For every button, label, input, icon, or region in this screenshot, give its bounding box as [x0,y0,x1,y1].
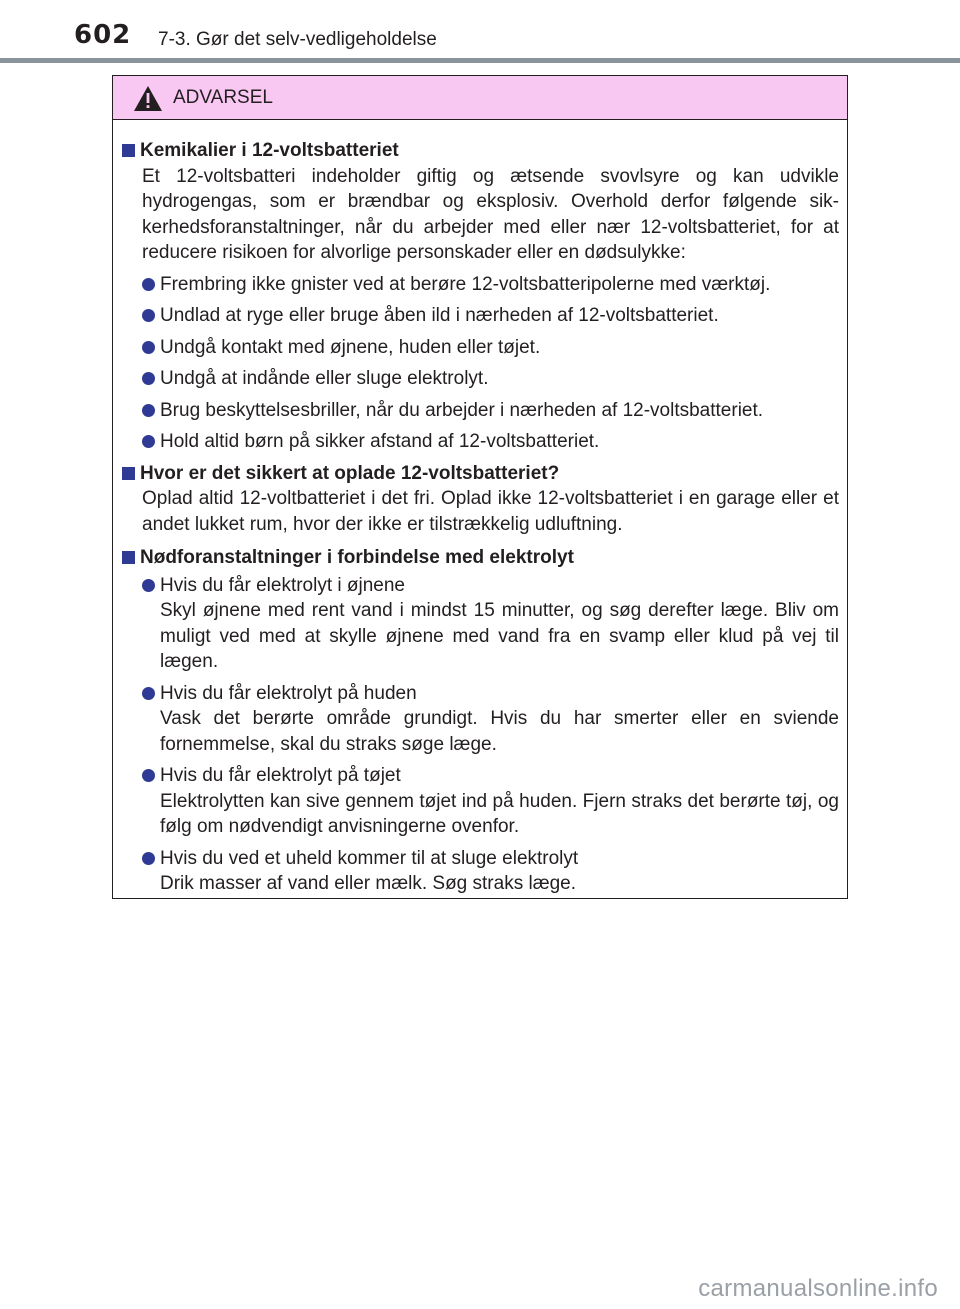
warning-section [122,138,839,455]
list-item-title: Hvis du ved et uheld kommer til at sluge elektrolyt [160,847,579,869]
section-heading-text: Hvor er det sikkert at oplade 12-voltsbatteriet? [140,462,560,484]
round-bullet-icon [142,435,155,448]
list-item-text: Undgå at indånde eller sluge elektrolyt. [160,368,489,389]
round-bullet-icon [142,278,155,291]
warning-label: ADVARSEL [173,87,273,108]
warning-section [122,461,839,538]
list-item-text: Vask det berørte område grundigt. Hvis du har smerter eller en sviende fornemmelse, skal du straks søge læge. [160,708,839,755]
square-bullet-icon [122,467,135,480]
page-number: 602 [74,20,132,50]
round-bullet-icon [142,852,155,865]
list-item-text: Brug beskyttelsesbriller, når du arbejder i nærheden af 12-voltsbatteriet. [160,399,764,421]
list-item-text: Elektrolytten kan sive gennem tøjet ind på huden. Fjern straks det berørte tøj, og følg om nødvendigt anvisningerne ovenfor. [160,790,839,837]
warning-body [113,120,847,897]
list-item [142,846,839,897]
square-bullet-icon [122,551,135,564]
section-heading [122,461,839,487]
round-bullet-icon [142,372,155,385]
list-item-text: Drik masser af vand eller mælk. Søg straks læge. [160,873,577,894]
section-heading [122,138,839,164]
section-paragraph: Oplad altid 12-voltbatteriet i det fri. Oplad ikke 12-voltsbatteriet i en garage eller et andet lukket rum, hvor der ikke er tilstrækkelig udluftning. [142,488,839,535]
list-item [142,429,839,455]
bullet-list [122,272,839,455]
section-heading [122,545,839,571]
list-item [142,303,839,329]
section-heading-text: Kemikalier i 12-voltsbatteriet [140,140,399,161]
square-bullet-icon [122,144,135,157]
list-item [142,681,839,758]
page-header [0,0,960,70]
round-bullet-icon [142,309,155,322]
list-item [142,573,839,675]
list-item-text: Undgå kontakt med øjnene, huden eller tøjet. [160,336,541,358]
list-item [142,366,839,392]
header-divider [0,58,960,63]
section-title: 7-3. Gør det selv-vedligeholdelse [158,29,437,50]
bullet-list [122,573,839,897]
list-item [142,398,839,424]
watermark: carmanualsonline.info [698,1275,938,1302]
list-item-title: Hvis du får elektrolyt på huden [160,682,417,704]
list-item-title: Hvis du får elektrolyt på tøjet [160,765,401,786]
list-item [142,335,839,361]
list-item [142,272,839,298]
list-item [142,763,839,840]
warning-box [112,75,848,899]
list-item-text: Frembring ikke gnister ved at berøre 12-voltsbatteripolerne med værktøj. [160,273,771,295]
round-bullet-icon [142,341,155,354]
round-bullet-icon [142,579,155,592]
list-item-text: Undlad at ryge eller bruge åben ild i nærheden af 12-voltsbatteriet. [160,305,719,326]
list-item-text: Skyl øjnene med rent vand i mindst 15 minutter, og søg derefter læge. Bliv om muligt ved med at skylle øjnene med vand fra en svamp eller klud på vej til lægen. [160,600,839,672]
section-paragraph: Et 12-voltsbatteri indeholder giftig og ætsende svovlsyre og kan udvikle hydrogengas, som er brændbar og eksplosiv. Overhold derfor følgende sik-kerhedsforanstaltninger, når du arbejder med eller nær 12-voltsbatteriet, for at reducere risikoen for alvorlige personskader eller en dødsulykke: [142,165,839,263]
round-bullet-icon [142,769,155,782]
list-item-text: Hold altid børn på sikker afstand af 12-voltsbatteriet. [160,431,600,452]
warning-section [122,545,839,897]
warning-header [113,76,847,120]
section-heading-text: Nødforanstaltninger i forbindelse med elektrolyt [140,547,574,568]
round-bullet-icon [142,687,155,700]
warning-triangle-icon [133,85,163,112]
list-item-title: Hvis du får elektrolyt i øjnene [160,574,405,596]
round-bullet-icon [142,404,155,417]
